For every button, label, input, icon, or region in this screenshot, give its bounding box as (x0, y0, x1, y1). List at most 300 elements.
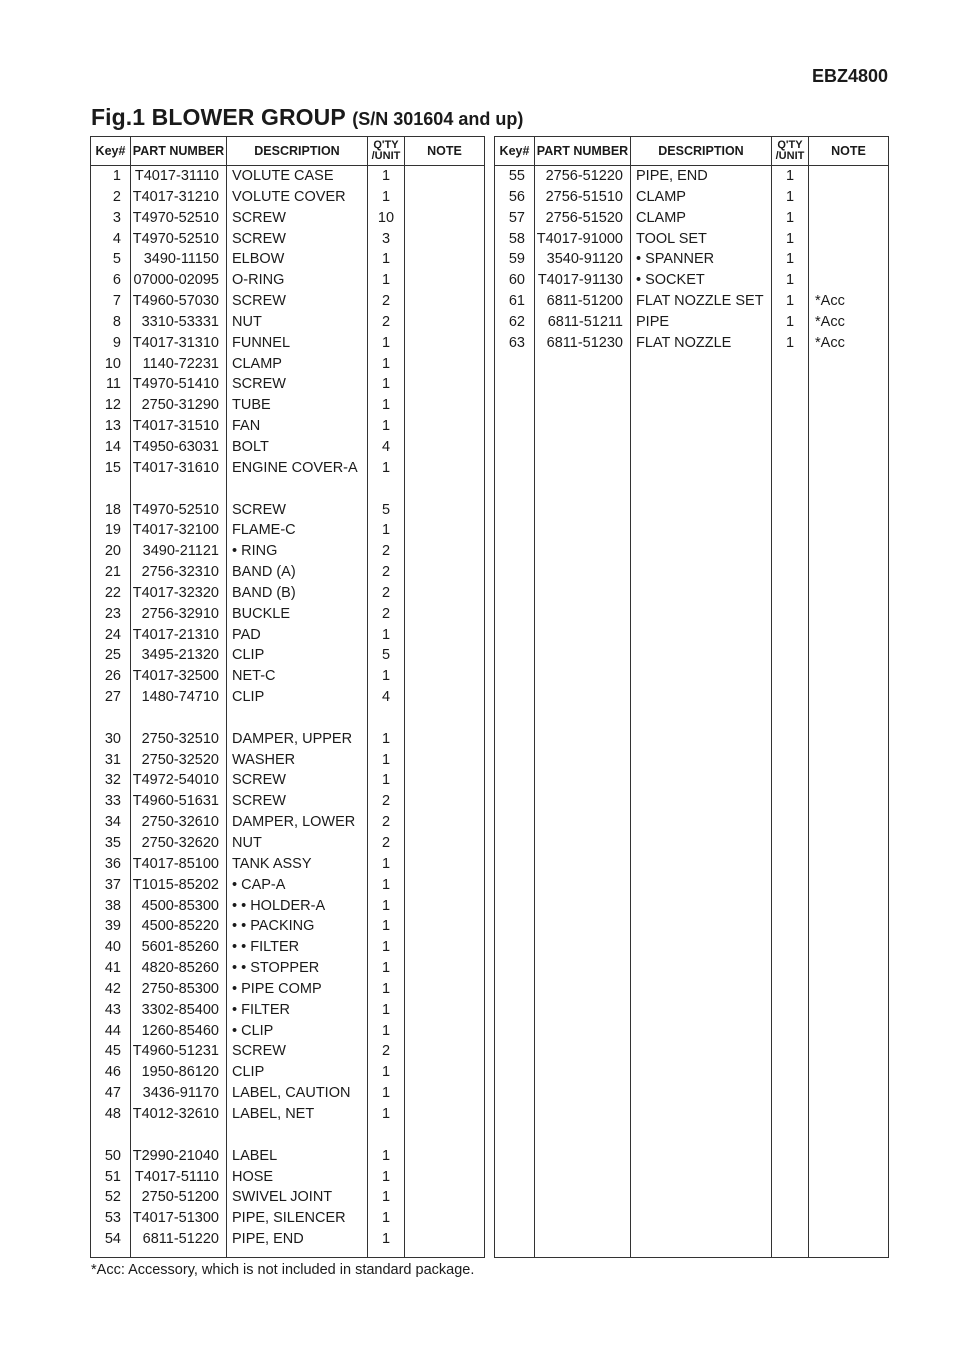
description-cell: PIPE, SILENCER (227, 1208, 368, 1229)
qty-cell: 1 (368, 520, 405, 541)
description-cell: BUCKLE (227, 604, 368, 625)
part-number-cell: T4960-57030 (131, 291, 227, 312)
header-note: NOTE (405, 137, 485, 166)
note-cell (405, 166, 485, 187)
description-cell (227, 1125, 368, 1146)
key-cell: 14 (91, 437, 131, 458)
table-row (495, 249, 889, 270)
description-cell: LABEL (227, 1146, 368, 1167)
key-cell (91, 479, 131, 500)
table-row (91, 1000, 485, 1021)
empty-cell (131, 1250, 227, 1258)
part-number-cell: 6811-51211 (535, 312, 631, 333)
part-number-cell: 6811-51220 (131, 1229, 227, 1250)
description-cell (227, 708, 368, 729)
description-cell: SCREW (227, 208, 368, 229)
qty-cell: 1 (368, 1000, 405, 1021)
key-cell: 6 (91, 270, 131, 291)
part-number-cell: 6811-51200 (535, 291, 631, 312)
key-cell: 63 (495, 333, 535, 354)
qty-cell: 2 (368, 291, 405, 312)
qty-cell: 1 (368, 416, 405, 437)
header-key: Key# (495, 137, 535, 166)
qty-cell: 1 (368, 750, 405, 771)
key-cell: 34 (91, 812, 131, 833)
qty-cell: 2 (368, 562, 405, 583)
part-number-cell: 1260-85460 (131, 1021, 227, 1042)
note-cell (405, 896, 485, 917)
part-number-cell: T4017-31110 (131, 166, 227, 187)
note-cell (405, 958, 485, 979)
part-number-cell: 4500-85300 (131, 896, 227, 917)
part-number-cell: T4960-51231 (131, 1041, 227, 1062)
note-cell (405, 770, 485, 791)
note-cell (405, 1062, 485, 1083)
qty-cell: 2 (368, 541, 405, 562)
table-row (91, 1062, 485, 1083)
part-number-cell: 2756-51220 (535, 166, 631, 187)
description-cell: CLIP (227, 687, 368, 708)
key-cell: 47 (91, 1083, 131, 1104)
description-cell: FLAME-C (227, 520, 368, 541)
qty-cell: 2 (368, 833, 405, 854)
key-cell: 39 (91, 916, 131, 937)
empty-cell (227, 1250, 368, 1258)
key-cell: 43 (91, 1000, 131, 1021)
table-row (91, 312, 485, 333)
qty-cell: 1 (368, 333, 405, 354)
part-number-cell: 2750-32610 (131, 812, 227, 833)
table-row (91, 437, 485, 458)
key-cell: 46 (91, 1062, 131, 1083)
qty-cell: 1 (772, 270, 809, 291)
note-cell (405, 791, 485, 812)
part-number-cell (131, 708, 227, 729)
table-row (91, 833, 485, 854)
part-number-cell: 3490-21121 (131, 541, 227, 562)
parts-table-right (494, 136, 889, 1258)
note-cell (405, 979, 485, 1000)
qty-cell: 1 (368, 916, 405, 937)
qty-cell: 5 (368, 645, 405, 666)
table-row (91, 1041, 485, 1062)
key-cell: 52 (91, 1187, 131, 1208)
qty-cell: 1 (368, 937, 405, 958)
qty-cell: 1 (368, 395, 405, 416)
part-number-cell (131, 1125, 227, 1146)
qty-cell: 5 (368, 500, 405, 521)
part-number-cell: T4017-21310 (131, 625, 227, 646)
part-number-cell: 2756-32310 (131, 562, 227, 583)
table-row (91, 583, 485, 604)
table-row (91, 770, 485, 791)
description-cell: LABEL, NET (227, 1104, 368, 1125)
description-cell: SCREW (227, 229, 368, 250)
description-cell: O-RING (227, 270, 368, 291)
key-cell: 9 (91, 333, 131, 354)
parts-table-left (90, 136, 485, 1258)
part-number-cell: T4017-32100 (131, 520, 227, 541)
key-cell: 51 (91, 1167, 131, 1188)
qty-cell: 1 (772, 291, 809, 312)
description-cell: CLAMP (631, 187, 772, 208)
description-cell: FLAT NOZZLE SET (631, 291, 772, 312)
description-cell: FAN (227, 416, 368, 437)
part-number-cell: 2756-51520 (535, 208, 631, 229)
note-cell (405, 458, 485, 479)
key-cell: 7 (91, 291, 131, 312)
qty-cell: 2 (368, 812, 405, 833)
empty-cell (535, 354, 631, 1258)
part-number-cell: T2990-21040 (131, 1146, 227, 1167)
description-cell: FUNNEL (227, 333, 368, 354)
header-description: DESCRIPTION (227, 137, 368, 166)
table-row (91, 458, 485, 479)
table-row (91, 1167, 485, 1188)
qty-cell: 1 (772, 208, 809, 229)
key-cell: 53 (91, 1208, 131, 1229)
part-number-cell: T4017-31210 (131, 187, 227, 208)
table-row (91, 500, 485, 521)
key-cell: 5 (91, 249, 131, 270)
table-row (91, 1125, 485, 1146)
header-qty-line1: Q'TY (373, 139, 399, 151)
qty-cell: 1 (368, 729, 405, 750)
serial-range: (S/N 301604 and up) (352, 109, 524, 129)
description-cell: • FILTER (227, 1000, 368, 1021)
key-cell: 38 (91, 896, 131, 917)
key-cell: 8 (91, 312, 131, 333)
description-cell: SCREW (227, 1041, 368, 1062)
part-number-cell: T4972-54010 (131, 770, 227, 791)
qty-cell: 1 (368, 270, 405, 291)
note-cell (405, 333, 485, 354)
key-cell: 4 (91, 229, 131, 250)
description-cell: SWIVEL JOINT (227, 1187, 368, 1208)
table-row (91, 854, 485, 875)
note-cell (809, 229, 889, 250)
table-row (495, 312, 889, 333)
part-number-cell (131, 479, 227, 500)
table-row (91, 979, 485, 1000)
table-row (91, 750, 485, 771)
description-cell: TOOL SET (631, 229, 772, 250)
key-cell: 32 (91, 770, 131, 791)
description-cell: BOLT (227, 437, 368, 458)
description-cell: • SOCKET (631, 270, 772, 291)
description-cell: • PIPE COMP (227, 979, 368, 1000)
note-cell (405, 1187, 485, 1208)
description-cell: ENGINE COVER-A (227, 458, 368, 479)
note-cell (405, 1021, 485, 1042)
part-number-cell: T4017-31510 (131, 416, 227, 437)
note-cell (405, 291, 485, 312)
part-number-cell: 1950-86120 (131, 1062, 227, 1083)
qty-cell: 2 (368, 583, 405, 604)
table-row (91, 416, 485, 437)
table-row (91, 333, 485, 354)
qty-cell: 1 (368, 770, 405, 791)
qty-cell: 1 (368, 374, 405, 395)
description-cell: • RING (227, 541, 368, 562)
note-cell (405, 437, 485, 458)
table-row (91, 729, 485, 750)
table-row (91, 562, 485, 583)
part-number-cell: T4970-52510 (131, 500, 227, 521)
key-cell: 54 (91, 1229, 131, 1250)
note-cell (405, 1125, 485, 1146)
qty-cell: 1 (368, 1062, 405, 1083)
note-cell (405, 1000, 485, 1021)
table-row (91, 937, 485, 958)
key-cell: 55 (495, 166, 535, 187)
description-cell: PIPE, END (631, 166, 772, 187)
header-part-number: PART NUMBER (131, 137, 227, 166)
key-cell (91, 708, 131, 729)
table-row (495, 187, 889, 208)
part-number-cell: T4970-51410 (131, 374, 227, 395)
qty-cell: 1 (368, 1208, 405, 1229)
qty-cell: 1 (772, 187, 809, 208)
part-number-cell: 2756-51510 (535, 187, 631, 208)
note-cell (405, 604, 485, 625)
note-cell (405, 208, 485, 229)
header-key: Key# (91, 137, 131, 166)
key-cell: 23 (91, 604, 131, 625)
note-cell (405, 729, 485, 750)
part-number-cell: 2756-32910 (131, 604, 227, 625)
table-row (91, 479, 485, 500)
part-number-cell: 3310-53331 (131, 312, 227, 333)
qty-cell: 1 (368, 166, 405, 187)
part-number-cell: 3490-11150 (131, 249, 227, 270)
qty-cell (368, 708, 405, 729)
note-cell (405, 249, 485, 270)
qty-cell: 1 (368, 187, 405, 208)
description-cell: • CLIP (227, 1021, 368, 1042)
description-cell: NUT (227, 312, 368, 333)
table-row (91, 541, 485, 562)
qty-cell: 1 (772, 249, 809, 270)
key-cell: 3 (91, 208, 131, 229)
part-number-cell: 6811-51230 (535, 333, 631, 354)
part-number-cell: T4017-32500 (131, 666, 227, 687)
description-cell: CLAMP (631, 208, 772, 229)
table-row (495, 291, 889, 312)
part-number-cell: T4017-85100 (131, 854, 227, 875)
qty-cell: 1 (368, 625, 405, 646)
qty-cell: 1 (368, 958, 405, 979)
note-cell (405, 541, 485, 562)
table-row (91, 645, 485, 666)
table-row (91, 958, 485, 979)
empty-cell (368, 1250, 405, 1258)
part-number-cell: T4017-91000 (535, 229, 631, 250)
note-cell (809, 249, 889, 270)
part-number-cell: T4017-51300 (131, 1208, 227, 1229)
description-cell: • • PACKING (227, 916, 368, 937)
part-number-cell: T4017-31310 (131, 333, 227, 354)
table-row (91, 229, 485, 250)
part-number-cell: 07000-02095 (131, 270, 227, 291)
qty-cell: 1 (368, 1021, 405, 1042)
note-cell (809, 166, 889, 187)
part-number-cell: 2750-32620 (131, 833, 227, 854)
part-number-cell: 4500-85220 (131, 916, 227, 937)
part-number-cell: T4012-32610 (131, 1104, 227, 1125)
qty-cell: 3 (368, 229, 405, 250)
description-cell: HOSE (227, 1167, 368, 1188)
description-cell: ELBOW (227, 249, 368, 270)
note-cell (809, 187, 889, 208)
header-qty-line2: /UNIT (775, 150, 805, 162)
description-cell: WASHER (227, 750, 368, 771)
page-title (91, 104, 523, 131)
key-cell: 59 (495, 249, 535, 270)
part-number-cell: T4017-32320 (131, 583, 227, 604)
header-description: DESCRIPTION (631, 137, 772, 166)
description-cell: PIPE, END (227, 1229, 368, 1250)
qty-cell: 4 (368, 687, 405, 708)
table-row (91, 374, 485, 395)
note-cell (405, 312, 485, 333)
empty-cell (91, 1250, 131, 1258)
qty-cell: 1 (368, 1187, 405, 1208)
qty-cell: 10 (368, 208, 405, 229)
key-cell: 12 (91, 395, 131, 416)
description-cell: FLAT NOZZLE (631, 333, 772, 354)
table-row (495, 229, 889, 250)
key-cell: 50 (91, 1146, 131, 1167)
note-cell (405, 708, 485, 729)
header-qty-line1: Q'TY (777, 139, 803, 151)
key-cell: 41 (91, 958, 131, 979)
table-row (91, 187, 485, 208)
table-row (91, 666, 485, 687)
note-cell (405, 1041, 485, 1062)
key-cell: 22 (91, 583, 131, 604)
note-cell (405, 500, 485, 521)
note-cell (405, 520, 485, 541)
description-cell: TUBE (227, 395, 368, 416)
description-cell: • SPANNER (631, 249, 772, 270)
key-cell: 35 (91, 833, 131, 854)
table-row (91, 1208, 485, 1229)
description-cell: CLIP (227, 645, 368, 666)
note-cell (405, 937, 485, 958)
key-cell: 57 (495, 208, 535, 229)
empty-cell (809, 354, 889, 1258)
part-number-cell: 1140-72231 (131, 354, 227, 375)
key-cell: 61 (495, 291, 535, 312)
qty-cell: 1 (368, 1104, 405, 1125)
model-number: EBZ4800 (811, 66, 888, 86)
qty-cell: 1 (368, 1229, 405, 1250)
note-cell (405, 229, 485, 250)
description-cell: SCREW (227, 374, 368, 395)
table-filler (91, 1250, 485, 1258)
table-row (91, 1083, 485, 1104)
key-cell: 2 (91, 187, 131, 208)
key-cell: 1 (91, 166, 131, 187)
description-cell: • • FILTER (227, 937, 368, 958)
note-cell (405, 750, 485, 771)
key-cell: 33 (91, 791, 131, 812)
description-cell: DAMPER, LOWER (227, 812, 368, 833)
qty-cell: 1 (368, 875, 405, 896)
note-cell (405, 562, 485, 583)
qty-cell: 2 (368, 791, 405, 812)
table-row (91, 354, 485, 375)
table-row (91, 1146, 485, 1167)
description-cell: LABEL, CAUTION (227, 1083, 368, 1104)
description-cell: CLIP (227, 1062, 368, 1083)
key-cell: 13 (91, 416, 131, 437)
qty-cell: 2 (368, 312, 405, 333)
footnote: *Acc: Accessory, which is not included in standard package. (91, 1262, 475, 1278)
note-cell: *Acc (809, 312, 889, 333)
part-number-cell: 3436-91170 (131, 1083, 227, 1104)
table-row (91, 395, 485, 416)
empty-cell (495, 354, 535, 1258)
key-cell: 42 (91, 979, 131, 1000)
table-row (91, 270, 485, 291)
qty-cell (368, 1125, 405, 1146)
key-cell: 30 (91, 729, 131, 750)
table-row (91, 1229, 485, 1250)
table-header (91, 137, 485, 166)
note-cell (405, 833, 485, 854)
part-number-cell: 3302-85400 (131, 1000, 227, 1021)
note-cell (405, 1146, 485, 1167)
description-cell: BAND (B) (227, 583, 368, 604)
key-cell: 36 (91, 854, 131, 875)
key-cell: 15 (91, 458, 131, 479)
part-number-cell: 2750-32520 (131, 750, 227, 771)
figure-title: Fig.1 BLOWER GROUP (91, 104, 346, 130)
description-cell: CLAMP (227, 354, 368, 375)
key-cell: 40 (91, 937, 131, 958)
empty-cell (631, 354, 772, 1258)
note-cell: *Acc (809, 333, 889, 354)
table-row (91, 875, 485, 896)
qty-cell: 1 (368, 1146, 405, 1167)
table-row (91, 291, 485, 312)
note-cell (405, 812, 485, 833)
note-cell (809, 270, 889, 291)
table-row (91, 1187, 485, 1208)
description-cell: TANK ASSY (227, 854, 368, 875)
description-cell: DAMPER, UPPER (227, 729, 368, 750)
key-cell (91, 1125, 131, 1146)
note-cell (405, 875, 485, 896)
part-number-cell: 2750-85300 (131, 979, 227, 1000)
description-cell: SCREW (227, 291, 368, 312)
note-cell (405, 374, 485, 395)
table-row (91, 1021, 485, 1042)
qty-cell: 1 (772, 229, 809, 250)
key-cell: 20 (91, 541, 131, 562)
part-number-cell: T4017-91130 (535, 270, 631, 291)
table-row (91, 208, 485, 229)
part-number-cell: T4960-51631 (131, 791, 227, 812)
note-cell (405, 583, 485, 604)
empty-cell (772, 354, 809, 1258)
description-cell: • CAP-A (227, 875, 368, 896)
table-row (495, 270, 889, 291)
table-row (91, 708, 485, 729)
key-cell: 62 (495, 312, 535, 333)
